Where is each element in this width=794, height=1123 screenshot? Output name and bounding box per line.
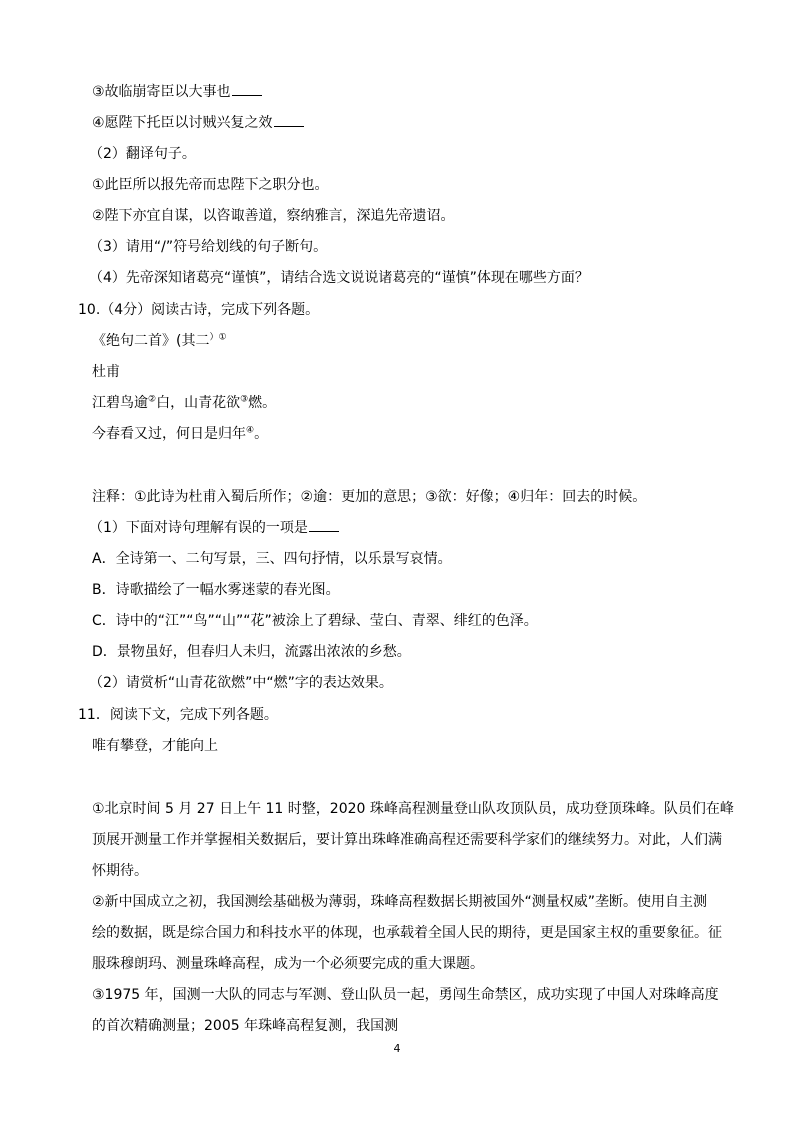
- footnote-marker: ③: [240, 394, 249, 405]
- option-d: D．景物虽好，但春归人未归，流露出浓浓的乡愁。: [92, 644, 411, 660]
- answer-blank: [232, 83, 262, 96]
- poem-notes: 注释：①此诗为杜甫入蜀后所作；②逾：更加的意思；③欲：好像；④归年：回去的时候。: [92, 489, 647, 505]
- poem-line-1: 江碧鸟逾②白，山青花欲③燃。: [92, 394, 277, 411]
- poem-line-2: 今春看又过，何日是归年④。: [92, 425, 269, 442]
- q9-sub-2: （2）翻译句子。: [89, 146, 196, 162]
- footnote-marker: ②: [148, 394, 157, 405]
- footnote-marker: ）①: [209, 332, 227, 343]
- paragraph-1-line-1: ①北京时间 5 月 27 日上午 11 时整，2020 珠峰高程测量登山队攻顶队员，成功登顶珠峰。队员们在峰: [92, 801, 734, 817]
- paragraph-1-line-3: 怀期待。: [92, 863, 148, 879]
- q9-sub-4: （4）先帝深知诸葛亮“谨慎”，请结合选文说说诸葛亮的“谨慎”体现在哪些方面？: [89, 270, 589, 286]
- option-b: B．诗歌描绘了一幅水雾迷蒙的春光图。: [92, 582, 340, 598]
- paragraph-3-line-2: 的首次精确测量；2005 年珠峰高程复测，我国测: [92, 1018, 399, 1034]
- paragraph-3-line-1: ③1975 年，国测一大队的同志与军测、登山队员一起，勇闯生命禁区，成功实现了中国人对珠峰高度: [92, 987, 719, 1003]
- paragraph-2-line-3: 服珠穆朗玛、测量珠峰高程，成为一个必须要完成的重大课题。: [92, 956, 484, 972]
- poem-author: 杜甫: [92, 364, 120, 380]
- q9-item-3: ③故临崩寄臣以大事也: [92, 83, 262, 101]
- answer-blank: [274, 114, 304, 127]
- q9-item-4: ④愿陛下托臣以讨贼兴复之效: [92, 114, 304, 132]
- paragraph-2-line-1: ②新中国成立之初，我国测绘基础极为薄弱，珠峰高程数据长期被国外“测量权威”垄断。使用自主测: [92, 894, 708, 910]
- q9-translation-1: ①此臣所以报先帝而忠陛下之职分也。: [92, 177, 329, 193]
- article-title: 唯有攀登，才能向上: [92, 738, 218, 754]
- option-a: A．全诗第一、二句写景，三、四句抒情，以乐景写哀情。: [92, 551, 452, 567]
- q10-sub-1: （1）下面对诗句理解有误的一项是: [89, 519, 339, 537]
- q9-translation-2: ②陛下亦宜自谋，以咨诹善道，察纳雅言，深追先帝遗诏。: [92, 208, 455, 224]
- q10-header: 10.（4分）阅读古诗，完成下列各题。: [78, 302, 320, 318]
- q11-header: 11．阅读下文，完成下列各题。: [78, 707, 278, 723]
- paragraph-2-line-2: 绘的数据，既是综合国力和科技水平的体现，也承载着全国人民的期待，更是国家主权的重要象征。征: [92, 925, 722, 941]
- page-number: 4: [393, 1042, 401, 1055]
- q9-sub-3: （3）请用“/”符号给划线的句子断句。: [89, 239, 328, 255]
- answer-blank: [309, 519, 339, 532]
- poem-title: 《绝句二首》(其二）①: [92, 332, 227, 349]
- option-c: C．诗中的“江”“鸟”“山”“花”被涂上了碧绿、莹白、青翠、绯红的色泽。: [92, 613, 538, 629]
- paragraph-1-line-2: 顶展开测量工作并掌握相关数据后，要计算出珠峰准确高程还需要科学家们的继续努力。对此，人们满: [92, 832, 722, 848]
- footnote-marker: ④: [246, 425, 255, 436]
- q10-sub-2: （2）请赏析“山青花欲燃”中“燃”字的表达效果。: [89, 675, 393, 691]
